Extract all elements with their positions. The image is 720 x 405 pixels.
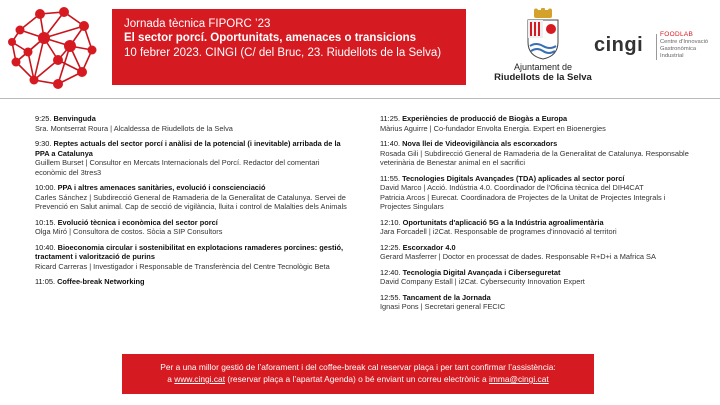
agenda-title: Evolució tècnica i econòmica del sector porcí [57, 217, 218, 227]
agenda-item [380, 243, 690, 262]
agenda-item [35, 183, 353, 212]
agenda-item-heading [380, 139, 690, 149]
agenda-speaker: Gerard Masferrer | Doctor en processat de dades. Responsable R+D+i a Mafrica SA [380, 252, 656, 261]
agenda-item [380, 114, 690, 133]
agenda-time: 10:40. [35, 242, 56, 252]
agenda-title: Tancament de la Jornada [402, 292, 491, 302]
footer-line1: Per a una millor gestió de l’aforament i del coffee-break cal reservar plaça i per tant confirmar l’assistència: [160, 362, 556, 372]
agenda-time: 11:25. [380, 114, 400, 123]
event-series: Jornada tècnica FIPORC ’23 [124, 18, 271, 30]
agenda-speaker: Ricard Carreras | Investigador i Responsable de Transferència del Centre Tecnològic Beta [35, 261, 330, 271]
footer-middle: (reservar plaça a l’apartat Agenda) o bé enviant un correu electrònic a [225, 374, 489, 384]
agenda-time: 10:00. [35, 183, 56, 192]
coat-of-arms-icon [524, 8, 562, 60]
agenda-item-heading [35, 218, 353, 228]
agenda-item [380, 268, 690, 287]
agenda-item-heading [35, 139, 353, 158]
agenda-speaker: David Company Estall | i2Cat. Cybersecurity Innovation Expert [380, 277, 585, 286]
agenda-time: 11:05. [35, 277, 55, 286]
agenda-speaker: Guillem Burset | Consultor en Mercats Internacionals del Porcí. Redactor del comentari econòmic del 3tres3 [35, 158, 320, 177]
agenda-item-heading [380, 268, 690, 278]
agenda-item-heading [35, 183, 353, 193]
agenda-item [35, 218, 353, 237]
agenda-speaker: Màrius Aguirre | Co-fundador Envolta Energia. Expert en Bioenergies [380, 123, 606, 133]
agenda-item [380, 293, 690, 312]
cingi-subtitle: Centre d'Innovació Gastronòmica Industrial [660, 39, 709, 59]
event-banner [112, 9, 466, 85]
footer-prefix: a [167, 374, 175, 384]
agenda-item-heading [380, 243, 690, 253]
ajuntament-town: Riudellots de la Selva [494, 72, 592, 83]
agenda-time: 10:15. [35, 217, 56, 227]
agenda-title: Nova llei de Videovigilància als escorxadors [402, 139, 558, 148]
agenda-item [35, 243, 353, 272]
agenda-item-heading [380, 174, 690, 184]
footer-line2 [122, 373, 594, 385]
agenda-title: Coffee-break Networking [57, 277, 145, 286]
agenda-item [35, 277, 353, 287]
agenda-item-heading [35, 243, 353, 262]
agenda-item [35, 139, 353, 177]
program-left-column [35, 114, 353, 293]
agenda-item-heading [380, 218, 690, 228]
agenda-speaker: Olga Miró | Consultora de costos. Sòcia a SIP Consultors [35, 227, 223, 236]
agenda-speaker: David Marco | Acció. Indústria 4.0. Coordinador de l'Oficina tècnica del DIH4CAT Patricia Arcos | Eurecat. Coordinadora de Projectes de la Unitat de Projectes Integrals i Projectes Singulars [380, 183, 666, 211]
agenda-item-heading [35, 114, 353, 124]
email-link[interactable]: imma@cingi.cat [489, 374, 549, 384]
agenda-title: Bioeconomia circular i sostenibilitat en explotacions ramaderes porcines: gestió, tractament i valorització de purins [35, 242, 344, 261]
molecule-illustration [0, 0, 108, 92]
agenda-time: 12:55. [380, 292, 401, 302]
program-right-column [380, 114, 690, 318]
agenda-title: Oportunitats d'aplicació 5G a la Indústria agroalimentària [402, 217, 604, 227]
agenda-item [380, 139, 690, 168]
agenda-time: 12:40. [380, 267, 401, 277]
agenda-title: Experiències de producció de Biogàs a Europa [402, 114, 568, 123]
agenda-item [35, 114, 353, 133]
event-title: El sector porcí. Oportunitats, amenaces o transicions [124, 32, 417, 44]
agenda-time: 11:55. [380, 173, 400, 183]
agenda-item-heading [380, 293, 690, 303]
website-link[interactable]: www.cingi.cat [174, 374, 226, 384]
agenda-time: 12:25. [380, 242, 401, 252]
event-date-location: 10 febrer 2023. CINGI (C/ del Bruc, 23. Riudellots de la Selva) [124, 47, 442, 59]
agenda-title: Tecnologies Digitals Avançades (TDA) aplicades al sector porcí [402, 173, 625, 183]
agenda-speaker: Carles Sánchez | Subdirecció General de Ramaderia de la Generalitat de Catalunya. Servei de Prevenció en Salut animal. Cap de secció de vigilància, lluita i control de Malalties dels Animals [35, 192, 347, 211]
agenda-speaker: Ignasi Pons | Secretari general FECIC [380, 302, 506, 311]
agenda-time: 11:40. [380, 139, 400, 148]
agenda-speaker: Sra. Montserrat Roura | Alcaldessa de Riudellots de la Selva [35, 123, 233, 133]
agenda-title: PPA i altres amenaces sanitàries, evolució i consciencia​ció [57, 183, 266, 192]
agenda-title: Benvinguda [53, 114, 96, 123]
header-divider [0, 98, 720, 99]
cingi-foodlab: FOODLAB [660, 31, 694, 38]
agenda-speaker: Rosada Gili | Subdirecció General de Ramaderia de la Generalitat de Catalunya. Responsable veterinària de Benestar animal en el sacrifici [380, 148, 689, 167]
ajuntament-label: Ajuntament de [513, 62, 573, 72]
cingi-wordmark: cingi [594, 34, 644, 56]
agenda-item-heading [35, 277, 353, 287]
ajuntament-logo [488, 8, 598, 92]
agenda-item [380, 218, 690, 237]
agenda-time: 12:10. [380, 217, 401, 227]
registration-footer [122, 354, 594, 394]
agenda-title: Reptes actuals del sector porcí i anàlisi de la potencial (i inevitable) arribada de la PPA a Catalunya [35, 139, 341, 158]
logo-divider [656, 34, 657, 60]
agenda-item [380, 174, 690, 212]
agenda-title: Escorxador 4.0 [402, 242, 456, 252]
agenda-time: 9:30. [35, 139, 52, 148]
cingi-logo [594, 30, 716, 70]
agenda-speaker: Jara Forcadell | i2Cat. Responsable de programes d'innovació al territori [380, 227, 617, 236]
agenda-title: Tecnologia Digital Avançada i Ciberseguretat [402, 267, 561, 277]
agenda-item-heading [380, 114, 690, 124]
agenda-time: 9:25. [35, 114, 52, 123]
